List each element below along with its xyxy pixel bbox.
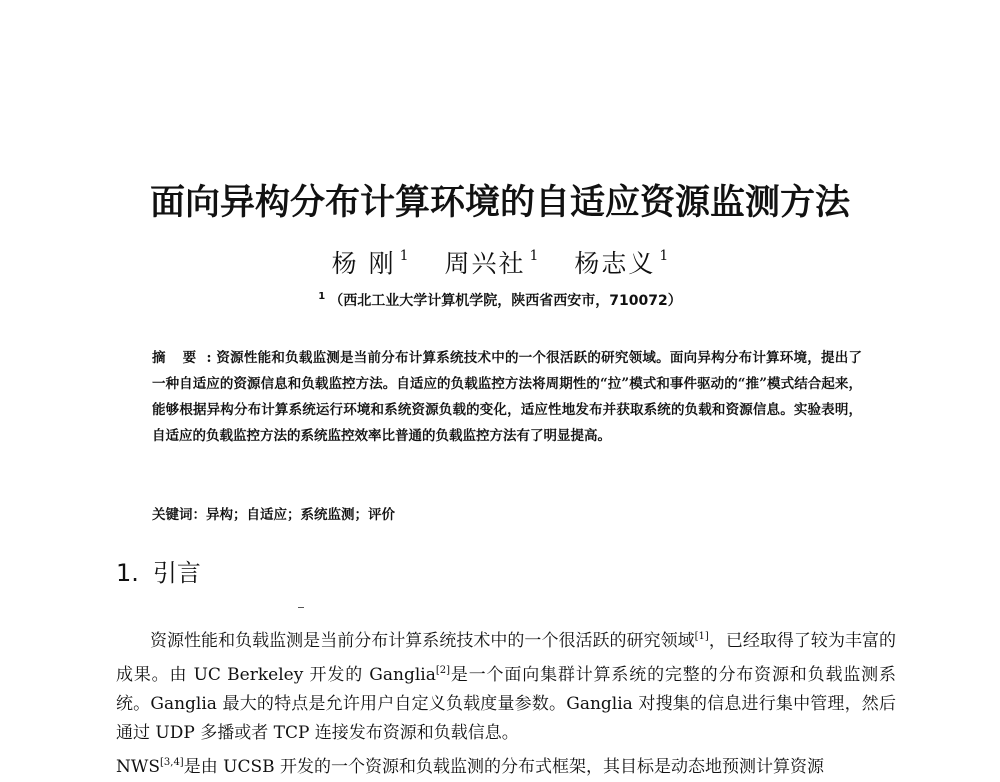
divider-mark	[298, 607, 304, 608]
section-heading	[116, 553, 201, 588]
author-name: 杨志义	[574, 249, 656, 278]
keywords-label: 关键词：	[152, 507, 206, 523]
text-run: NWS	[116, 757, 160, 777]
citation: [2]	[435, 665, 451, 676]
affiliation-text: （西北工业大学计算机学院，陕西省西安市，710072）	[329, 293, 682, 309]
section-number: 1.	[116, 559, 139, 587]
author	[574, 244, 668, 280]
abstract-text: 资源性能和负载监测是当前分布计算系统技术中的一个很活跃的研究领域。面向异构分布计算环境，提出了一种自适应的资源信息和负载监控方法。自适应的负载监控方法将周期性的“拉”模式和事件驱动的“推”模式结合起来，能够根据异构分布计算系统运行环境和系统资源负载的变化，适应性地发布并获取系统的负载和资源信息。实验表明，自适应的负载监控方法的系统监控效率比普通的负载监控方法有了明显提高。	[152, 350, 863, 444]
citation: [1]	[694, 631, 709, 642]
affiliation-marker: 1	[529, 248, 539, 264]
affiliation	[0, 290, 1000, 310]
paragraph	[116, 622, 896, 748]
paper-title: 面向异构分布计算环境的自适应资源监测方法	[149, 183, 850, 223]
abstract-label: 摘 要	[152, 350, 203, 366]
affiliation-marker: 1	[659, 248, 669, 264]
text-run: 是由 UCSB 开发的一个资源和负载监测的分布式框架，其目标是动态地预测计算资源	[183, 757, 824, 777]
text-run: 是一个面向集群计算系统的完整的分布资源和负载监测系统。Ganglia 最大的特点是允许用户自定义负载度量参数。Ganglia 对搜集的信息进行集中管理，然后通过 UDP 多播或者 TCP 连接发布资源和负载信息。	[116, 665, 896, 743]
section-title: 引言	[152, 559, 201, 587]
paragraph	[116, 748, 896, 782]
keywords-text: 异构；自适应；系统监测；评价	[206, 507, 395, 523]
text-run: 资源性能和负载监测是当前分布计算系统技术中的一个很活跃的研究领域	[150, 631, 695, 651]
abstract	[152, 345, 862, 449]
author	[445, 244, 539, 280]
author-name: 周兴社	[444, 249, 526, 278]
citation: [3,4]	[160, 757, 184, 768]
body-text	[116, 622, 896, 782]
abstract-separator: :	[206, 350, 217, 366]
keywords	[152, 503, 862, 523]
text-run: ，已经取得了较为丰富的成果。由 UC Berkeley 开发的 Ganglia	[116, 631, 897, 685]
affiliation-marker: 1	[399, 248, 409, 264]
author	[332, 244, 409, 280]
affiliation-marker: 1	[318, 291, 326, 302]
author-list	[0, 244, 1000, 280]
author-name: 杨 刚	[331, 249, 396, 278]
